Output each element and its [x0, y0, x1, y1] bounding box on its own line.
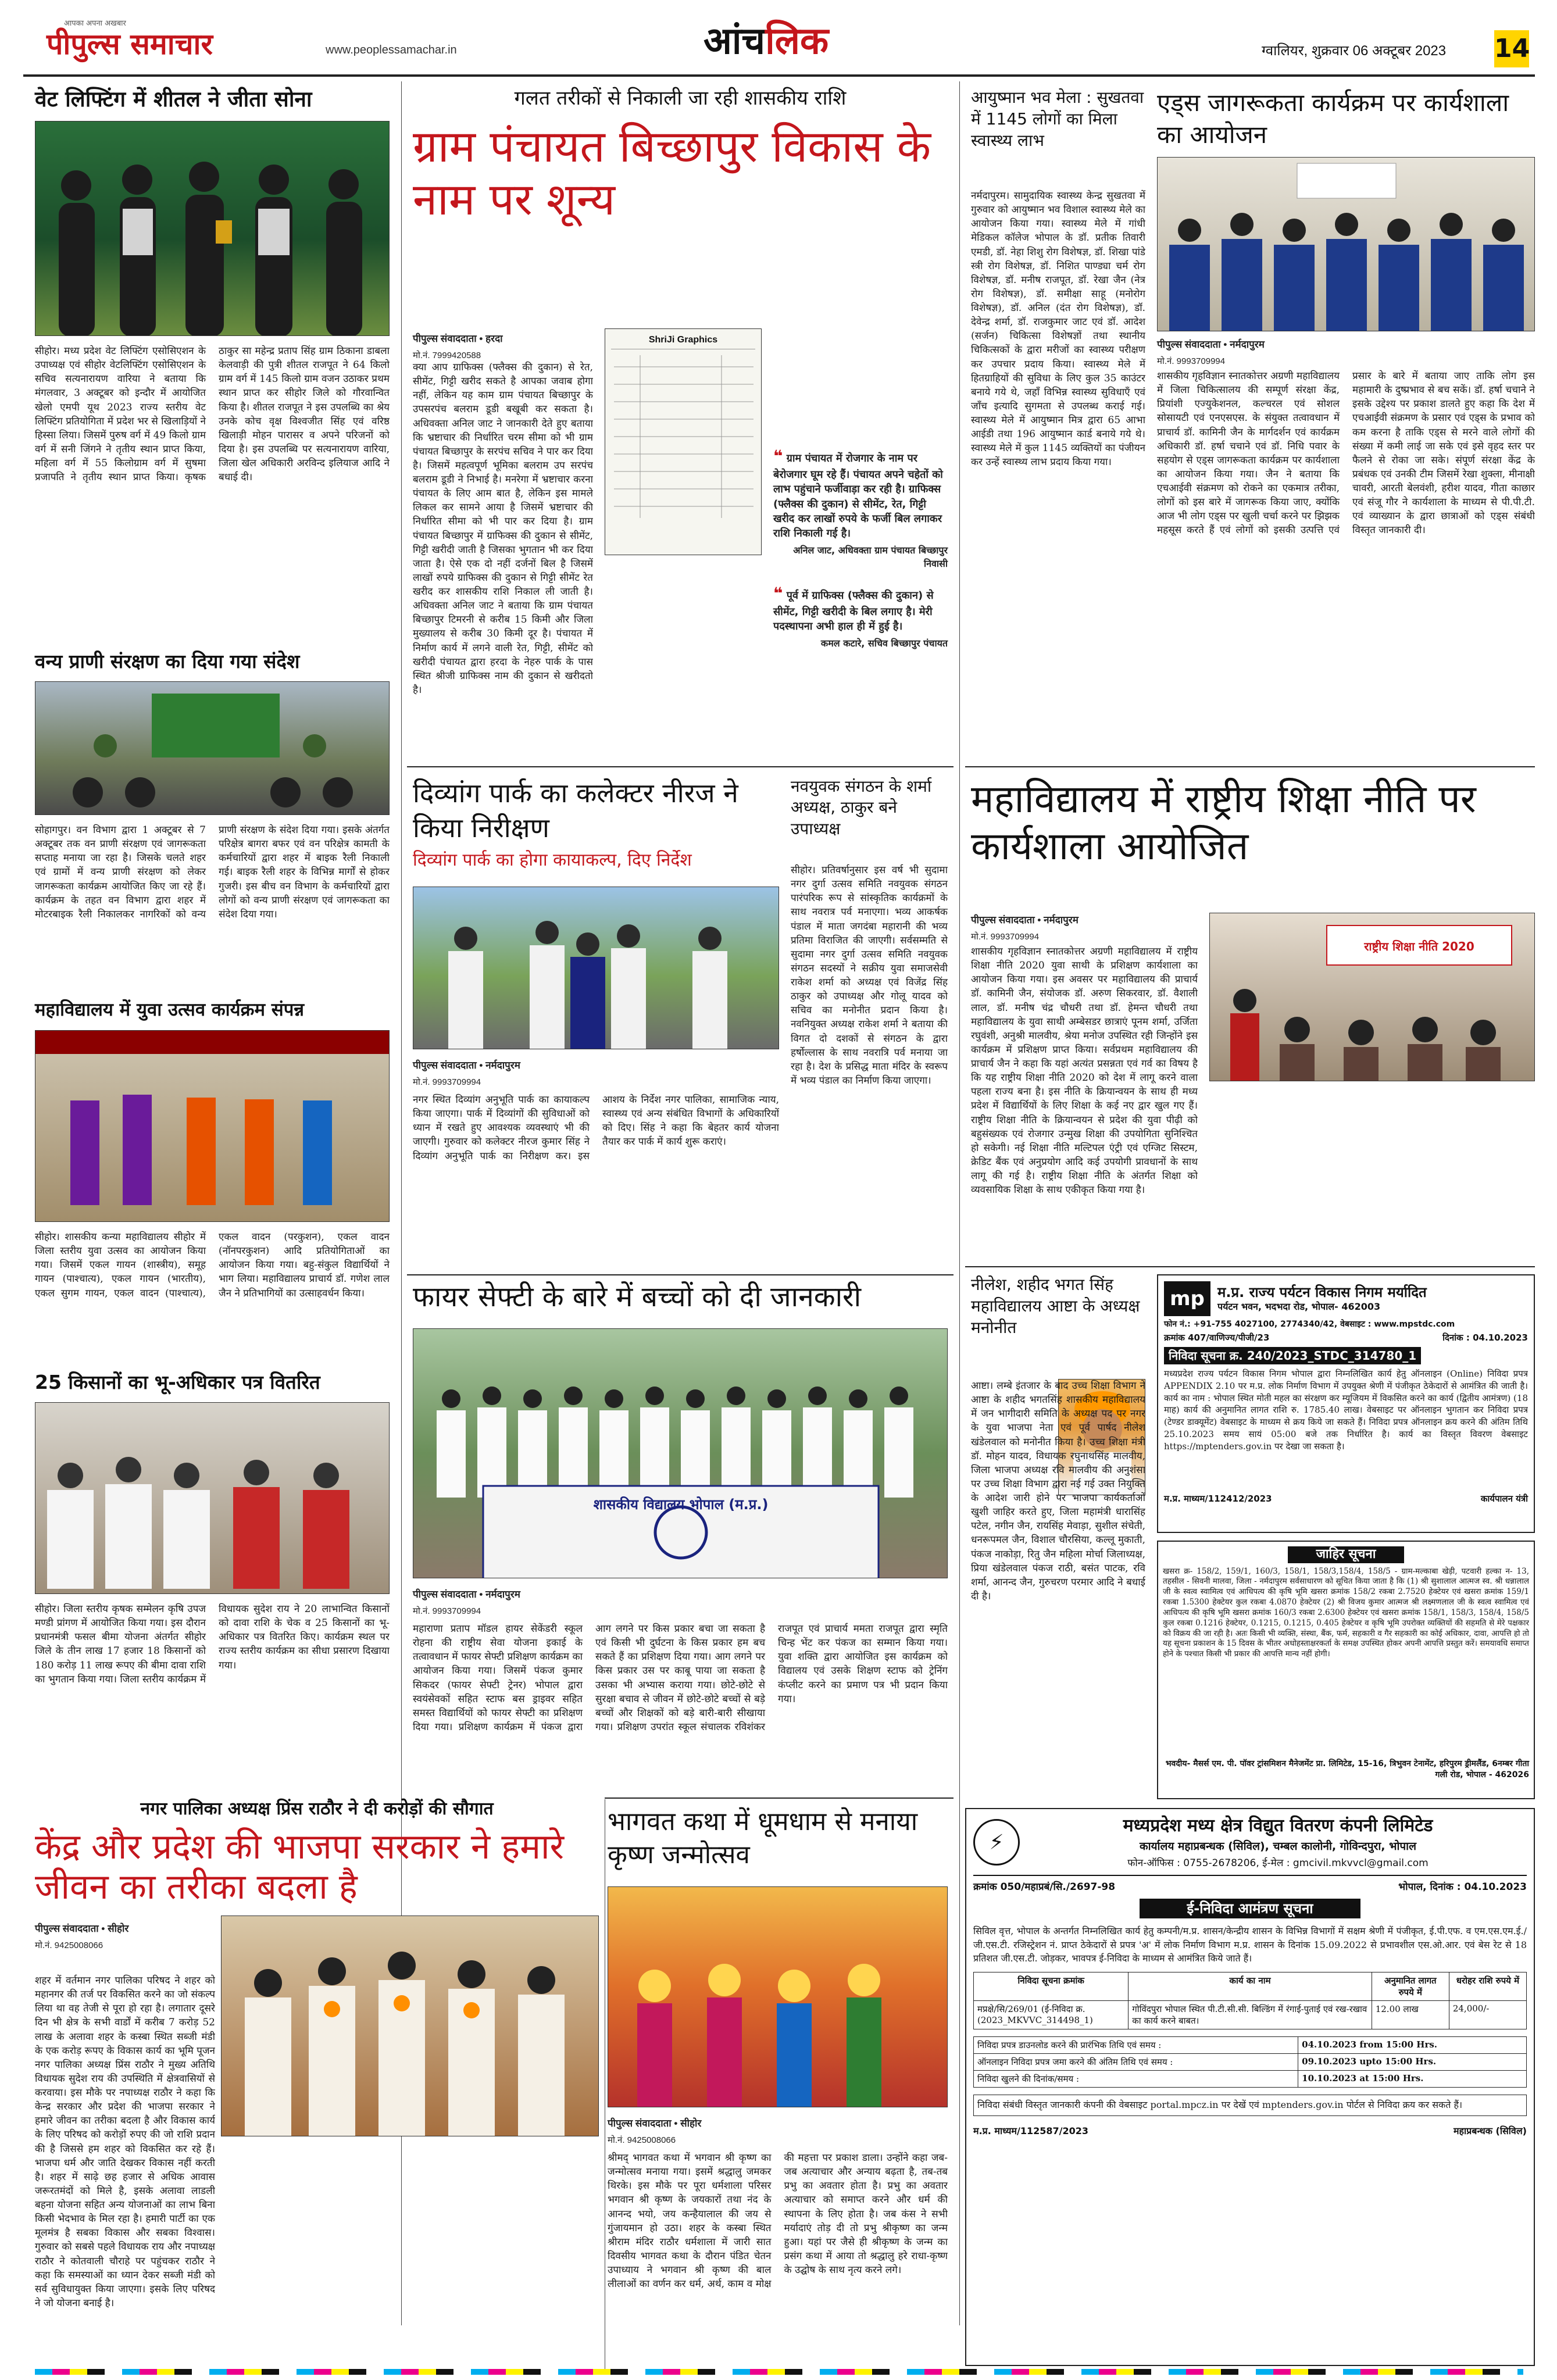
ad-electricity-tender — [965, 1808, 1535, 2366]
ad-address: पर्यटन भवन, भदभदा रोड, भोपाल- 462003 — [1217, 1301, 1381, 1313]
ad-office: कार्यालय महाप्रबन्धक (सिविल), चम्बल कालोनी, गोविन्दपुरा, भोपाल — [1140, 1839, 1416, 1853]
tender-title: ई-निविदा आमंत्रण सूचना — [1140, 1899, 1360, 1919]
headline: वेट लिफ्टिंग में शीतल ने जीता सोना — [35, 87, 312, 112]
quote-text: पूर्व में ग्राफिक्स (फ्लैक्स की दुकान) से सीमेंट, गिट्टी खरीदी के बिल लगाए है। मेरी पदस्थापना अभी हाल ही में हुई है। — [773, 589, 934, 633]
story-park — [413, 776, 779, 1267]
print-color-strip — [35, 2369, 1523, 2375]
mobile-number: मो.नं. 9993709994 — [1157, 356, 1226, 366]
date-label: ऑनलाइन निविदा प्रपत्र जमा करने की अंतिम तिथि एवं समय : — [974, 2054, 1298, 2071]
story-body: नगर स्थित दिव्यांग अनुभूति पार्क का कायाकल्प किया जाएगा। पार्क में दिव्यांगों की सुविधाओं को ध्यान में रखते हुए आवश्यक व्यवस्थाएं भी की जाएगी। गुरुवार को कलेक्टर नीरज कुमार सिंह ने दिव्यांग अनुभूति पार्क का निरीक्षण कर। इस आशय के निर्देश नगर पालिका, सामाजिक न्याय, स्वास्थ्य एवं अन्य संबंधित विभागों के अधिकारियों को दिए। सिंह ने कहा कि बेहतर कार्य योजना तैयार कर पार्क में कार्य शुरू कराएं। — [413, 1094, 779, 1162]
table-cell: गोविंदपुरा भोपाल स्थित पी.टी.सी.सी. बिल्डिंग में रंगाई-पुताई एवं रख-रखाव का कार्य करने बाबत। — [1129, 2001, 1372, 2029]
table-header: निविदा सूचना क्रमांक — [974, 1972, 1129, 2001]
photo-fire-safety-students — [413, 1328, 948, 1578]
brand-logo: पीपुल्स समाचार — [47, 27, 213, 61]
story-body-cont — [1209, 1090, 1535, 1256]
photo-collector-inspection — [413, 887, 779, 1049]
ad-org: मध्यप्रदेश मध्य क्षेत्र विद्युत वितरण कंपनी लिमिटेड — [1123, 1816, 1433, 1836]
section-title-part1: आंच — [703, 20, 766, 63]
byline-block — [608, 2116, 782, 2146]
ad-body: मध्यप्रदेश राज्य पर्यटन विकास निगम भोपाल द्वारा निम्नलिखित कार्य हेतु ऑनलाइन (Online) निविदा प्रपत्र APPENDIX 2.10 पर म.प्र. लोक निर्माण विभाग में उपयुक्त श्रेणी में पंजीकृत ठेकेदारों से आमंत्रित की जाती है। कार्य का नाम : भोपाल स्थित मोती महल का संरक्षण कर म्यूजियम में विकसित करने का कार्य (द्वितीय आमंत्रण) (18 माह) कार्य की अनुमानित लागत राशि रु. 1785.40 लाख। वेबसाइट पर ऑनलाइन भुगतान कर निविदा प्रपत्र (टेण्डर डाक्यूमेंट) वेबसाइट के माध्यम से क्रय किये जा सकते हैं। निविदा प्रपत्र ऑनलाइन क्रय करने की अंतिम तिथि 25.10.2023 समय सायं 05:00 बजे तक निर्धारित है। कार्य का विस्तृत विवरण वेबसाइट https://mptenders.gov.in पर देखा जा सकता है। — [1164, 1368, 1528, 1452]
headline: ग्राम पंचायत बिच्छापुर विकास के नाम पर शून्य — [413, 120, 931, 226]
bill-header: ShriJi Graphics — [611, 335, 755, 349]
ad-header — [973, 1816, 1527, 1869]
ad-release-no: म.प्र. माध्यम/112412/2023 — [1164, 1493, 1272, 1505]
headline: एड्स जागरूकता कार्यक्रम पर कार्यशाला का आयोजन — [1157, 88, 1509, 149]
photo-youth-festival — [35, 1030, 390, 1222]
quote-1 — [773, 445, 948, 570]
bill-lines — [605, 355, 762, 553]
byline-name: पीपुल्स संवाददाता — [35, 1923, 99, 1934]
byline-block — [413, 1587, 581, 1617]
ad-ref-row — [973, 1875, 1527, 1893]
quote-attribution: अनिल जाट, अधिवक्ता ग्राम पंचायत बिच्छापुर निवासी — [793, 545, 948, 569]
ad-footer — [1164, 1493, 1528, 1505]
byline-place: हरदा — [485, 333, 503, 344]
ad-header — [1164, 1281, 1528, 1316]
byline-place: नर्मदापुरम — [1230, 339, 1265, 350]
photo-bill — [605, 328, 762, 555]
story-body: सीहोर। प्रतिवर्षानुसार इस वर्ष भी सुदामा नगर दुर्गा उत्सव समिति नवयुवक संगठन पारंपरिक रूप से सांस्कृतिक कार्यक्रमों के साथ नवरात्र पर्व मनाएगा। भव्य आकर्षक पंडाल में माता जगदंबा महारानी की भव्य प्रतिमा विराजित की जाएगी। सर्वसम्मति से सुदामा नगर दुर्गा उत्सव समिति नवयुवक संगठन सदस्यों ने सक्रीय युवा समाजसेवी राकेश शर्मा को अध्यक्ष एवं विजेंद्र सिंह ठाकुर को उपाध्यक्ष और गोलू यादव को सचिव का मनोनीत प्रदान किया है। नवनियुक्त अध्यक्ष राकेश शर्मा ने बताया की विगत दो दशकों से संगठन के द्वारा हर्षोल्लास के साथ नवरात्रि पर्व मनाया जा रहा है। देश के प्रसिद्ध माता मंदिर के स्वरूप में भव्य पंडाल का निर्माण किया जाएगा। — [791, 864, 948, 1087]
table-header: धरोहर राशि रुपये में — [1449, 1972, 1526, 2001]
story-body: श्रीमद् भागवत कथा में भगवान श्री कृष्ण का जन्मोत्सव मनाया गया। इसमें श्रद्धालु जमकर थिरके। इस मौके पर पूरा धर्मशाला परिसर भगवान श्री कृष्ण के जयकारों तथा नंद के आनन्द भयो, जय कन्हैयालाल की जय से गुंजायमान हो उठा। शहर के कस्बा स्थित श्रीराम मंदिर राठौर धर्मशाला में जारी सात दिवसीय भागवत कथा के दौरान पंडित चेतन उपाध्याय ने भगवान श्री कृष्ण की बाल लीलाओं का वर्णन कर धर्म, अर्थ, काम व मोक्ष की महत्ता पर प्रकाश डाला। उन्होंने कहा जब-जब अत्याचार और अन्याय बढ़ता है, तब-तब प्रभु का अवतार होता है। प्रभु का अवतार अत्याचार को समाप्त करने और धर्म की स्थापना के लिए होता है। जब कंस ने सभी मर्यादाएं तोड़ दी तो प्रभु श्रीकृष्ण का जन्म हुआ। यहां पर जैसे ही श्रीकृष्ण के जन्म का प्रसंग कथा में आया तो श्रद्धालु हरे राधा-कृष्ण के उद्घोष के साथ नृत्य करने लगे। — [608, 2152, 948, 2290]
story-body: शासकीय गृहविज्ञान स्नातकोत्तर अग्रणी महाविद्यालय में जिला चिकित्सालय की सम्पूर्ण संरक्षा केंद्र, प्रियांशी एज्युकेशनल, कल्चरल एवं सोशल सोसायटी एवं एनएसएस. के संयुक्त तत्वावधान में प्राचार्य डॉ. कामिनी जैन के मार्गदर्शन एवं कार्यक्रम अधिकारी डॉ. हर्षा चचाने एवं डॉ. निधि पवार के सहयोग से एड्स जागरूकता कार्यक्रम पर कार्यशाला का आयोजन किया गया। जैन ने बताया कि एचआईवी संक्रमण को रोकने का एकमात्र तरीका, लोगों को इस बारे में जागरूक किया जाए, क्योंकि आज भी लोग एड्स पर खुली चर्चा करने पर झिझक महसूस करते हैं एवं लोगों को इसकी उत्पत्ति एवं प्रसार के बारे में बताया जाए ताकि लोग इस महामारी के दुष्प्रभाव से बच सकें। डॉ. हर्षा चचाने ने इसके उद्देश्य पर प्रकाश डालते हुए कहा कि देश में एचआईवी संक्रमण के प्रसार एवं एड्स के प्रभाव को कम करना है ताकि एड्स से मरने वाले लोगों की संख्या में कमी लाई जा सके एवं इसे वृहद स्तर पर फैलने से रोका जा सके। संपूर्ण संरक्षा केंद्र के प्रबंधक एवं उनकी टीम जिसमें रेखा शुक्ला, मीनाक्षी चावरी, आरती बेलवंशी, हरीश यादव, गीता काछार एवं संजू गौर ने कार्यशाला के माध्यम से पी.पी.टी. एवं व्याख्यान के द्वारा छात्राओं को एड्स संबंधी विस्तृत जानकारी दी। — [1157, 370, 1535, 537]
story-body: महाराणा प्रताप मॉडल हायर सेकेंडरी स्कूल रोहना की राष्ट्रीय सेवा योजना इकाई के तत्वावधान में फायर सेफ्टी प्रशिक्षण कार्यक्रम का आयोजन किया गया। जिसमें पंकज कुमार सिकदर (फायर सेफ्टी ट्रेनर) भोपाल द्वारा स्वयंसेवकों सहित स्टाफ बस ड्राइवर सहित समस्त विद्यार्थियों को फायर सेफ्टी का प्रशिक्षण दिया गया। प्रशिक्षण कार्यक्रम में पंकज द्वारा आग लगने पर किस प्रकार बचा जा सकता है एवं किसी भी दुर्घटना के किस प्रकार हम बच सकते हैं का प्रशिक्षण दिया गया। आग लगने पर किस प्रकार उस पर काबू पाया जा सकता है उसका भी अभ्यास कराया गया। छोटे-छोटे से सुरक्षा बचाव से जीवन में छोटे-छोटे बच्चों से बड़े बच्चों और शिक्षकों को बड़े बारी-बारी सीखाया गया। प्रशिक्षण उपरांत स्कूल संचालक रविशंकर राजपूत एवं प्राचार्य ममता राजपूत द्वारा स्मृति चिन्ह भेंट कर पंकज का सम्मान किया गया। युवा शक्ति द्वारा आयोजित इस कार्यक्रम को विद्यालय एवं उसके शिक्षण स्टाफ को ट्रेनिंग कंप्लीट करने का प्रमाण पत्र भी प्रदान किया गया। — [413, 1623, 948, 1733]
story-prince — [35, 1799, 599, 2369]
stage-illustration — [35, 1031, 390, 1222]
masthead — [23, 17, 1535, 70]
section-rule — [965, 1266, 1535, 1267]
headline: नवयुवक संगठन के शर्मा अध्यक्ष, ठाकुर बने उपाध्यक्ष — [791, 777, 932, 838]
photo-aids-workshop — [1157, 157, 1535, 331]
ad-phone: फोन नं.: +91-755 4027100, 2774340/42, वेबसाइट : www.mpstdc.com — [1164, 1320, 1455, 1329]
section-title-part2: लिक — [765, 20, 829, 63]
photo-bhoomi-pujan — [221, 1916, 599, 2136]
story-youthfest — [35, 1000, 390, 1360]
date-row — [974, 2037, 1527, 2054]
byline-place: सीहोर — [680, 2118, 702, 2129]
byline: पीपुल्स संवाददाता • नर्मदापुरम — [413, 1589, 520, 1600]
meeting-illustration — [35, 1403, 390, 1594]
story-fire — [413, 1282, 948, 1793]
mobile-number: मो.नं. 9993709994 — [413, 1077, 481, 1087]
table-cell: 12.00 लाख — [1372, 2001, 1449, 2029]
byline-block — [35, 1921, 209, 1951]
date-label: निविदा खुलने की दिनांक/समय : — [974, 2071, 1298, 2088]
mobile-number: मो.नं. 9425008066 — [35, 1941, 103, 1950]
dateline: ग्वालियर, शुक्रवार 06 अक्टूबर 2023 — [1262, 43, 1447, 59]
byline: पीपुल्स संवाददाता • नर्मदापुरम — [413, 1060, 520, 1071]
quotes-panel — [773, 328, 948, 759]
mobile-number: मो.नं. 7999420588 — [413, 351, 481, 360]
quote-icon: ❝ — [773, 446, 783, 466]
subhead: दिव्यांग पार्क का होगा कायाकल्प, दिए निर्देश — [413, 849, 692, 870]
quote-2 — [773, 582, 948, 651]
masthead-tagline: आपका अपना अखबार — [64, 19, 126, 28]
story-body: सीहोर। जिला स्तरीय कृषक सम्मेलन कृषि उपज मण्डी प्रांगण में आयोजित किया गया। इस दौरान प्रधानमंत्री फसल बीमा योजना अंतर्गत सीहोर जिले के तीन लाख 17 हजार 18 किसानों को 180 करोड़ 11 लाख रूपए की बीमा दावा राशि का भुगतान किया गया। जिला स्तरीय कार्यक्रम में विधायक सुदेश राय ने 20 लाभान्वित किसानों को दावा राशि के चेक व 25 किसानों का भू-अधिकार पत्र वितरित किए। कार्यक्रम स्थल पर राज्य स्तरीय कार्यक्रम का सीधा प्रसारण दिखाया गया। — [35, 1603, 390, 1685]
dates-table — [973, 2036, 1527, 2088]
tender-table — [973, 1972, 1527, 2029]
story-panchayat — [413, 87, 948, 759]
date-value: 10.10.2023 at 15:00 Hrs. — [1298, 2071, 1527, 2088]
story-bhagwat — [608, 1805, 948, 2372]
byline-name: पीपुल्स संवाददाता — [413, 333, 477, 344]
section-rule — [965, 766, 1535, 767]
ad-ref-date: भोपाल, दिनांक : 04.10.2023 — [1398, 1881, 1527, 1893]
mobile-number: मो.नं. 9425008066 — [608, 2135, 676, 2145]
ad-ref-date: दिनांक : 04.10.2023 — [1442, 1332, 1528, 1343]
byline-block — [413, 331, 581, 361]
ad-ref-row — [1164, 1332, 1528, 1343]
byline-place: नर्मदापुरम — [485, 1060, 520, 1071]
ad-ref: क्रमांक 050/महाप्रबं/सि./2697-98 — [973, 1881, 1116, 1893]
tender-title: निविदा सूचना क्र. 240/2023_STDC_314780_1 — [1164, 1347, 1421, 1364]
byline-block — [971, 913, 1145, 942]
ad-org: म.प्र. राज्य पर्यटन विकास निगम मर्यादित — [1217, 1284, 1427, 1300]
story-nilesh — [971, 1274, 1145, 1792]
byline: पीपुल्स संवाददाता • सीहोर — [608, 2118, 702, 2129]
story-body: आष्टा। लम्बे इंतजार के बाद उच्च शिक्षा विभाग ने आष्टा के शहीद भगतसिंह शासकीय महाविद्यालय में जन भागीदारी समिति के अध्यक्ष पद पर नगर के युवा भाजपा नेता एवं पूर्व पार्षद नीलेश खंडेलवाल को मनोनीत किया है। उच्च शिक्षा मंत्री डॉ. मोहन यादव, विधायक रघुनाथसिंह मालवीय, जिला भाजपा अध्यक्ष रवि मालवीय की अनुशंसा पर उच्च शिक्षा विभाग द्वारा नई गई उक्त नियुक्ति के आदेश जारी होने पर भाजपा कार्यकर्ताओं खुशी जाहिर करते हुए, जिला महामंत्री धारासिंह पटेल, नगीन जैन, रायसिंह मेवाड़ा, सुशील संचेती, धनरूपमल जैन, विशाल चौरसिया, कल्लू मुकाती, पंकज नाकोड़ा, रितु जैन महिला मोर्चा जिलाध्यक्ष, प्रिया खंडेलवाल पंकज राठी, बसंत पाटक, रवि शर्मा, आनन्द जैन, गुरुचरण परमार आदि ने बधाई दी है। — [971, 1380, 1145, 1602]
devotees-illustration — [608, 1887, 948, 2107]
ad-footnote: निविदा संबंधी विस्तृत जानकारी कंपनी की वेबसाइट portal.mpcz.in पर देखें एवं mptenders.gov.in पोर्टल से निविदा क्रय कर सकते हैं। — [973, 2095, 1527, 2116]
table-header: अनुमानित लागत रुपये में — [1372, 1972, 1449, 2001]
byline: पीपुल्स संवाददाता • नर्मदापुरम — [1157, 339, 1265, 350]
headline: आयुष्मान भव मेला : सुखतवा में 1145 लोगों का मिला स्वास्थ्य लाभ — [971, 88, 1144, 150]
date-value: 09.10.2023 upto 15:00 Hrs. — [1298, 2054, 1527, 2071]
byline: पीपुल्स संवाददाता • नर्मदापुरम — [971, 914, 1079, 925]
byline: पीपुल्स संवाददाता • सीहोर — [35, 1923, 129, 1934]
date-row — [974, 2071, 1527, 2088]
byline-place: सीहोर — [108, 1923, 129, 1934]
notice-title: जाहिर सूचना — [1288, 1546, 1404, 1563]
byline-block — [413, 1058, 587, 1088]
date-row — [974, 2054, 1527, 2071]
story-aids — [1157, 87, 1535, 759]
section-rule — [407, 1274, 954, 1275]
photo-farmers-meeting — [35, 1402, 390, 1594]
byline-place: नर्मदापुरम — [1044, 914, 1079, 925]
headline: दिव्यांग पार्क का कलेक्टर नीरज ने किया निरीक्षण — [413, 777, 738, 844]
people-illustration — [35, 121, 390, 336]
section-rule — [407, 766, 954, 767]
ad-signatory: कार्यपालन यंत्री — [1480, 1493, 1528, 1505]
story-body: शासकीय गृहविज्ञान स्नातकोत्तर अग्रणी महाविद्यालय में राष्ट्रीय शिक्षा नीति 2020 युवा साथी के प्रशिक्षण कार्यशाला का आयोजन किया गया। इस अवसर पर महाविद्यालय की प्राचार्य डॉ. कामिनी जैन, संयोजक डॉ. अरुण सिकरवार, डॉ. वैशाली लाल, डॉ. मनीष चंद्र चौधरी तथा डॉ. हेमन्त चौधरी तथा महाविद्यालय के युवा साथी अम्बेसडर छात्राएं पूनम शर्मा, उर्जिता रघुवंशी, अनुश्री मालवीय, श्रेया मनोज उपस्थित रही जिन्होंने इस कार्यक्रम में प्रशिक्षण प्राप्त किया। सर्वप्रथम महाविद्यालय की प्राचार्य जैन ने कहा कि यहां अत्यंत प्रसन्नता एवं गर्व का विषय है कि यह राष्ट्रीय शिक्षा नीति 2020 को देश में लागू करने वाला पहला राज्य बना है। इस नीति के क्रियान्वयन के साथ ही मध्य प्रदेश में विद्यार्थियों के लिए शिक्षा के कई नए द्वार खुल गए हैं। राष्ट्रीय शिक्षा नीति के क्रियान्वयन से प्रदेश की युवा पीढ़ी को बहुसंख्यक एवं रोजगार उन्मुख शिक्षा की उपयोगिता सुनिश्चित हो सकेगी। नई शिक्षा नीति मल्टिपल एंट्री एवं एग्जिट सिस्टम, क्रेडिट बैंक एवं अनुप्रयोग आदि कई उपयोगी प्रावधानों के साथ लागू की गई है। राष्ट्रीय शिक्षा नीति के अंतर्गत शिक्षा को व्यवसायिक शिक्षा के साथ एकीकृत किया गया है। — [971, 946, 1198, 1196]
banner-text: शासकीय विद्यालय भोपाल (म.प्र.) — [593, 1496, 769, 1513]
byline: पीपुल्स संवाददाता • हरदा — [413, 333, 503, 344]
byline-name: पीपुल्स संवाददाता — [413, 1589, 477, 1600]
mobile-number: मो.नं. 9993709994 — [971, 932, 1040, 942]
date-value: 04.10.2023 from 15:00 Hrs. — [1298, 2037, 1527, 2054]
story-body: नर्मदापुरम। सामुदायिक स्वास्थ्य केन्द्र सुखतवा में गुरुवार को आयुष्मान भव विशाल स्वास्थ्य मेले का आयोजन किया गया। स्वास्थ्य मेले में गांधी मेडिकल कॉलेज भोपाल के डॉ. प्रतीक तिवारी एमडी, डॉ. नेहा शिशु रोग विशेषज्ञ, डॉ. शिखा पांडे स्त्री रोग विशेषज्ञ, डॉ. निशित पाण्ड्या चर्म रोग विशेषज्ञ, डॉ. मनीष राजपूत, डॉ. रेखा जैन (नेत्र रोग विशेषज्ञ), डॉ. समीक्षा साहू (मनोरोग विशेषज्ञ), डॉ. अनिल (दंत रोग विशेषज्ञ), डॉ. देवेन्द्र शर्मा, डॉ. राजकुमार जाट एवं डॉ. आदेश (सर्जन) चिकित्सा विशेषज्ञों तथा स्थानीय चिकित्सकों के द्वारा मरीजों का स्वास्थ्य परीक्षण कर उपचार प्रदाय किया। स्वास्थ्य मेले में हितग्राहियों की सुविधा के लिए कुल 35 काउंटर बनाये गये थे, जहाँ विभिन्न स्वास्थ्य सुविधाएँ एवं जाँच इत्यादि सुगमता से उपलब्ध कराई गई। स्वास्थ्य मेले में आयुष्मान मित्र द्वारा 65 आभा आईडी तथा 196 आयुष्मान कार्ड बनाये गये थे। स्वास्थ्य मेले में कुल 1145 व्यक्तियों का पंजीयन कर उन्हें स्वास्थ्य लाभ प्रदाय किया गया। — [971, 190, 1145, 469]
date-label: निविदा प्रपत्र डाउनलोड करने की प्रारंभिक तिथि एवं समय : — [974, 2037, 1298, 2054]
story-weightlifting — [35, 87, 390, 645]
headline: केंद्र और प्रदेश की भाजपा सरकार ने हमारे जीवन का तरीका बदला है — [35, 1826, 565, 1907]
ad-footer — [973, 2124, 1527, 2137]
story-ayushman — [971, 87, 1145, 759]
story-body-cont — [605, 561, 762, 756]
ad-phone: फोन-ऑफिस : 0755-2678206, ई-मेल : gmcivil.mkvvcl@gmail.com — [1127, 1857, 1429, 1869]
headline: भागवत कथा में धूमधाम से मनाया कृष्ण जन्मोत्सव — [608, 1807, 918, 1870]
students-illustration — [413, 1329, 948, 1578]
story-nep — [971, 776, 1535, 1259]
ad-release-no: म.प्र. माध्यम/112587/2023 — [973, 2125, 1088, 2136]
story-body: शहर में वर्तमान नगर पालिका परिषद ने शहर को महानगर की तर्ज पर विकसित करने का जो संकल्प लिया था वह तेजी से पूरा हो रहा है। लगातार दूसरे दिन भी क्षेत्र के सभी वार्डों में करीब 7 करोड़ 52 लाख के अलावा शहर के कस्बा स्थित सब्जी मंडी के एक करोड़ रूपए के विकास कार्य का भूमि पूजन नगर पालिका अध्यक्ष प्रिंस राठौर ने मुख्य अतिथि विधायक सुदेश राय की उपस्थिति में क्षेत्रवासियों से करवाया। इस मौके पर नपाध्यक्ष राठौर ने कहा कि केन्द्र सरकार और प्रदेश की भाजपा सरकार ने हमारे जीवन का तरीका बदला है और विकास कार्य के लिए परिषद को करोड़ों रुपए की जो राशि प्रदान की है जिससे हम शहर को विकसित कर रहे हैं। भाजपा धर्म और जाति देखकर विकास नहीं करती है। शहर में साढ़े छह हजार से अधिक आवास जरूरतमंदों को मिले है, इसके अलावा लाडली बहना योजना सहित अन्य योजनाओं का लाभ बिना किसी भेदभाव के मिल रहा है। हमारी पार्टी का एक मूलमंत्र है सबका विकास और सबका विश्वास। गुरुवार को सबसे पहले विधायक राय और नपाध्यक्ष राठौर ने कोतवाली चौराहे पर पहुंचकर राठौर ने कहा कि समस्याओं का ध्यान देकर सब्जी मंडी को सर्व सुविधायुक्त किया जाएगा। इसके लिए परिषद ने जो योजना बनाई है। — [35, 1975, 215, 2309]
photo-nep-workshop — [1209, 913, 1535, 1081]
quote-text: ग्राम पंचायत में रोजगार के नाम पर बेरोजगार घूम रहे हैं। पंचायत अपने चहेतों को लाभ पहुंचाने फर्जीवाड़ा कर रही है। ग्राफिक्स (फ्लैक्स की दुकान) से सीमेंट, रेत, गिट्टी खरीद कर लाखों रुपये के फर्जी बिल लगाकर राशि निकाली गई है। — [773, 452, 943, 539]
story-body: क्या आप ग्राफिक्स (फ्लैक्स की दुकान) से रेत, सीमेंट, गिट्टी खरीद सकते है आपका जवाब होगा नहीं, लेकिन यह काम ग्राम पंचायत बिच्छापुर के उपसरपंच बलराम डूडी बखूबी कर सकता है। अधिवक्ता अनिल जाट ने जानकारी देते हुए बताया कि भ्रष्टाचार की निर्धारित चरम सीमा को भी ग्राम पंचायत बिच्छापुर के सरपंच सचिव ने पार कर दिया है। जिसमें महत्वपूर्ण भूमिका बलराम उप सरपंच बलराम डूडी ने निभाई है। मनरेगा में भ्रष्टाचार करना पंचायत के लिए आम बात है, लेकिन इस मामले लिकल कर सामने आया है जिसमें भ्रष्टाचार की निर्धारित सीमा को भी पार कर दिया है। ग्राम पंचायत बिच्छापुर में ग्राफिक्स की दुकान से सीमेंट, गिट्टी खरीदी जाती है जिसका भुगतान भी कर दिया जाता है। ऐसे एक दो नहीं दर्जनों बिल है जिसमें लाखों रुपये ग्राफिक्स की दुकान से गिट्टी सीमेंट रेत खरीद कर शासकीय राशि निकाल ली जाती है। अधिवक्ता अनिल जाट ने बताया कि ग्राम पंचायत बिच्छापुर टिमरनी से करीब 15 किमी और जिला मुख्यालय से करीब 30 किमी दूर है। पंचायत में निर्माण कार्य में लगने वाली रेत, गिट्टी, सीमेंट को खरीदी पंचायत द्वारा हरदा के नेहरु पार्क के पास स्थित श्रीजी ग्राफिक्स नाम की दुकान से खरीदतो है। — [413, 362, 593, 696]
table-cell: मप्रक्षे/सि/269/01 (ई-निविदा क्र. (2023_MKVVC_314498_1) — [974, 2001, 1129, 2029]
headline: महाविद्यालय में राष्ट्रीय शिक्षा नीति पर कार्यशाला आयोजित — [971, 777, 1476, 869]
byline-name: पीपुल्स संवाददाता — [971, 914, 1035, 925]
headline: महाविद्यालय में युवा उत्सव कार्यक्रम संपन्न — [35, 999, 305, 1020]
table-header: कार्य का नाम — [1129, 1972, 1372, 2001]
story-body-cont — [773, 328, 948, 439]
table-row — [974, 2001, 1527, 2029]
kicker: गलत तरीकों से निकाली जा रही शासकीय राशि — [514, 87, 847, 110]
photo-weightlifters — [35, 121, 390, 336]
bike-rally-illustration — [35, 682, 390, 815]
byline-name: पीपुल्स संवाददाता — [1157, 339, 1221, 350]
ad-ref: क्रमांक 407/वाणिज्य/पीजी/23 — [1164, 1332, 1270, 1343]
byline-name: पीपुल्स संवाददाता — [608, 2118, 672, 2129]
ad-signatory: महाप्रबन्धक (सिविल) — [1453, 2125, 1527, 2136]
story-wildlife — [35, 651, 390, 988]
headline: नीलेश, शहीद भगत सिंह महाविद्यालय आष्टा के अध्यक्ष मनोनीत — [971, 1275, 1140, 1337]
section-title — [703, 21, 829, 63]
story-body-cont — [221, 2145, 599, 2363]
byline-block — [1157, 337, 1337, 367]
story-sangathan — [791, 776, 948, 1267]
photo-banner: राष्ट्रीय शिक्षा नीति 2020 — [1326, 925, 1512, 966]
classroom-illustration — [1158, 158, 1535, 331]
story-landrights — [35, 1372, 390, 1791]
byline-name: पीपुल्स संवाददाता — [413, 1060, 477, 1071]
story-body: सीहोर। मध्य प्रदेश वेट लिफ्टिंग एसोसिएशन के उपाध्यक्ष एवं सीहोर वेटलिफ्टिंग एसोसिएशन के सचिव सत्यनारायण वारिया ने बताया कि मंगलवार, 3 अक्टूबर को इन्दौर में आयोजित खेलो एमपी यूथ 2023 राज्य स्तरीय वेट लिफ्टिंग प्रतियोगिता में प्रदेश भर से खिलाड़ियों ने हिस्सा लिया। जिसमें पुरुष वर्ग में 49 किलो ग्राम वर्ग में सनी जिंगने ने तृतीय स्थान प्राप्त किया, महिला वर्ग में 55 किलोग्राम वर्ग में सुषमा प्रजापति ने तृतीय स्थान प्राप्त किया। कृषक ठाकुर सा महेन्द्र प्रताप सिंह ग्राम ठिकाना डाबला केलवाड़ी की पुत्री शीतल राजपूत ने 64 किलो ग्राम वर्ग में 145 किलो ग्राम वजन उठाकर प्रथम स्थान प्राप्त कर सीहोर जिले को गौरवान्वित किया है। शीतल राजपूत ने इस उपलब्धि का श्रेय उनके कोच वृक्ष विश्वजीत सिंह एवं वरिष्ठ खिलाड़ी मोहन पारासर व अपने परिजनों को दिया है। इस उपलब्धि पर सत्यनारायण वारिया, जिला खेल अधिकारी अरविन्द इलियाज आदि ने बधाई दी। — [35, 345, 390, 484]
ad-tourism-tender — [1157, 1274, 1535, 1533]
headline: फायर सेफ्टी के बारे में बच्चों को दी जानकारी — [413, 1281, 862, 1313]
ad-logo: mp — [1164, 1281, 1210, 1316]
quote-attribution: कमल कटारे, सचिव बिच्छापुर पंचायत — [820, 638, 948, 649]
website-url[interactable]: www.peoplessamachar.in — [326, 44, 457, 56]
column-divider — [959, 81, 960, 2325]
company-logo-icon: ⚡ — [973, 1819, 1020, 1866]
story-body: सोहागपुर। वन विभाग द्वारा 1 अक्टूबर से 7 अक्टूबर तक वन प्राणी संरक्षण एवं जागरूकता सप्ताह मनाया जा रहा है। जिसके चलते शहर एवं ग्रामों में वन्य प्राणी संरक्षण को लेकर जागरूकता कार्यक्रम आयोजित किए जा रहे हैं। कार्यक्रम के तहत वन विभाग द्वारा शहर में मोटरबाइक रैली निकालकर नागरिकों को वन्य प्राणी संरक्षण के संदेश दिया गया। इसके अंतर्गत परिक्षेत्र बागरा बफर एवं वन परिक्षेत्र कामती के कर्मचारियों द्वारा शहर में बाइक रैली निकाली गई। बाइक रैली शहर के विभिन्न मार्गों से होकर गुजरी। इस बीच वन विभाग के कर्मचारियों द्वारा लोगों को वन्य प्राणी संरक्षण एवं जागरूकता का संदेश दिया गया। — [35, 824, 390, 920]
masthead-rule — [23, 74, 1535, 77]
headline: वन्य प्राणी संरक्षण का दिया गया संदेश — [35, 650, 300, 673]
story-body: सीहोर। शासकीय कन्या महाविद्यालय सीहोर में जिला स्तरीय युवा उत्सव का आयोजन किया गया। जिसमें एकल गायन (शास्त्रीय), समूह गायन (पाश्चात्य), एकल गायन (भारतीय), एकल सुगम गायन, एकल वादन (पाश्चात्य), एकल वादन (परकुशन), एकल वादन (नॉनपरकुशन) आदि प्रतियोगिताओं का आयोजन किया गया। बहु-संकुल विद्यार्थियों ने भाग लिया। महाविद्यालय प्राचार्य डॉ. गणेश लाल जैन ने प्रतिभागियों का उत्साहवर्धन किया। — [35, 1231, 390, 1299]
section-rule — [605, 1797, 954, 1799]
headline: 25 किसानों का भू-अधिकार पत्र वितरित — [35, 1371, 320, 1393]
photo-bike-rally — [35, 681, 390, 815]
page-number: 14 — [1494, 30, 1529, 67]
ad-public-notice — [1157, 1541, 1535, 1799]
ad-intro: सिविल वृत्त, भोपाल के अन्तर्गत निम्नलिखित कार्य हेतु कम्पनी/म.प्र. शासन/केन्द्रीय शासन के विभिन्न विभागों में सक्षम श्रेणी में पंजीकृत, ई.पी.एफ. व एम.एस.एम.ई./जी.एस.टी. रजिस्ट्रेशन नं. प्राप्त ठेकेदारों से प्रपत्र 'अ' में लोक निर्माण विभाग म.प्र. शासन के दिनांक 15.09.2022 से प्रभावशील एस.ओ.आर. एवं बेस रेट से 18 प्रतिशत जी.एस.टी. जोड़कर, भावपत्र ई-निविदा के माध्यम से आमंत्रित किये जाते हैं। — [973, 1925, 1527, 1964]
kicker: नगर पालिका अध्यक्ष प्रिंस राठौर ने दी करोड़ों की सौगात — [140, 1799, 494, 1819]
quote-icon: ❝ — [773, 583, 783, 603]
mobile-number: मो.नं. 9993709994 — [413, 1606, 481, 1616]
table-cell: 24,000/- — [1449, 2001, 1526, 2029]
photo-janmotsav — [608, 1886, 948, 2107]
byline-place: नर्मदापुरम — [485, 1589, 520, 1600]
ceremony-illustration — [222, 1916, 599, 2136]
inspection-illustration — [413, 887, 779, 1049]
table-header-row — [974, 1972, 1527, 2001]
notice-body: खसरा क्र- 158/2, 159/1, 160/3, 158/1, 158/3,158/4, 158/5 - ग्राम-मल्काबा खेड़ी, पटवारी हल्का न- 13, तहसील - सिवनी मालवा, जिला - नर्मदापुरम सर्वसाधारण को सूचित किया जाता है कि (1) श्री सुशालाल आत्मज स्व. श्री धन्नालाल जी के स्वत्व स्वामित्व एवं आधिपत्य की कृषि भूमि खसरा क्रमांक 158/2 रकबा 2.7520 हेक्टेयर एवं खसरा क्रमांक 159/1 रकबा 1.5300 हेक्टेयर कुल रकबा 4.0870 हेक्टेयर (2) श्री विजय कुमार आत्मज श्री लक्ष्मणलाल जी के स्वत्व स्वामित्व एवं आधिपत्य की कृषि भूमि खसरा क्रमांक 160/3 रकबा 2.6300 हेक्टेयर एवं खसरा क्रमांक 158/1, 158/3, 158/4, 158/5 कुल रकबा 0.1216 हेक्टेयर, 0.1215, 0.1215, 0.405 हेक्टेयर व कृषि भूमि उपरोक्त व्यक्तियों की सहमति से मेरे पक्षकार को विक्रय की जा रही है। अतः किसी भी व्यक्ति, संस्था, बैंक, फर्म, सहकारी व गैर सहकारी का कोई अधिकार, दावा, आपत्ति हो तो यह सूचना प्रकाशन के 15 दिवस के भीतर अधोहस्ताक्षरकर्ता के समक्ष उपस्थित होकर अपनी आपत्ति प्रस्तुत करें। समयावधि समाप्त होने के पश्चात किसी भी प्रकार की आपत्ति मान्य नहीं होगी। — [1163, 1566, 1529, 1659]
notice-signature: भवदीय- मैसर्स एम. पी. पॉवर ट्रांसमिशन मैनेजमेंट प्रा. लिमिटेड, 15-16, त्रिभुवन टेनामेंट, हरिपुरम ड्रीमलैंड, 6नम्बर गीता गली रोड, भोपाल - 462026 — [1165, 1759, 1529, 1779]
